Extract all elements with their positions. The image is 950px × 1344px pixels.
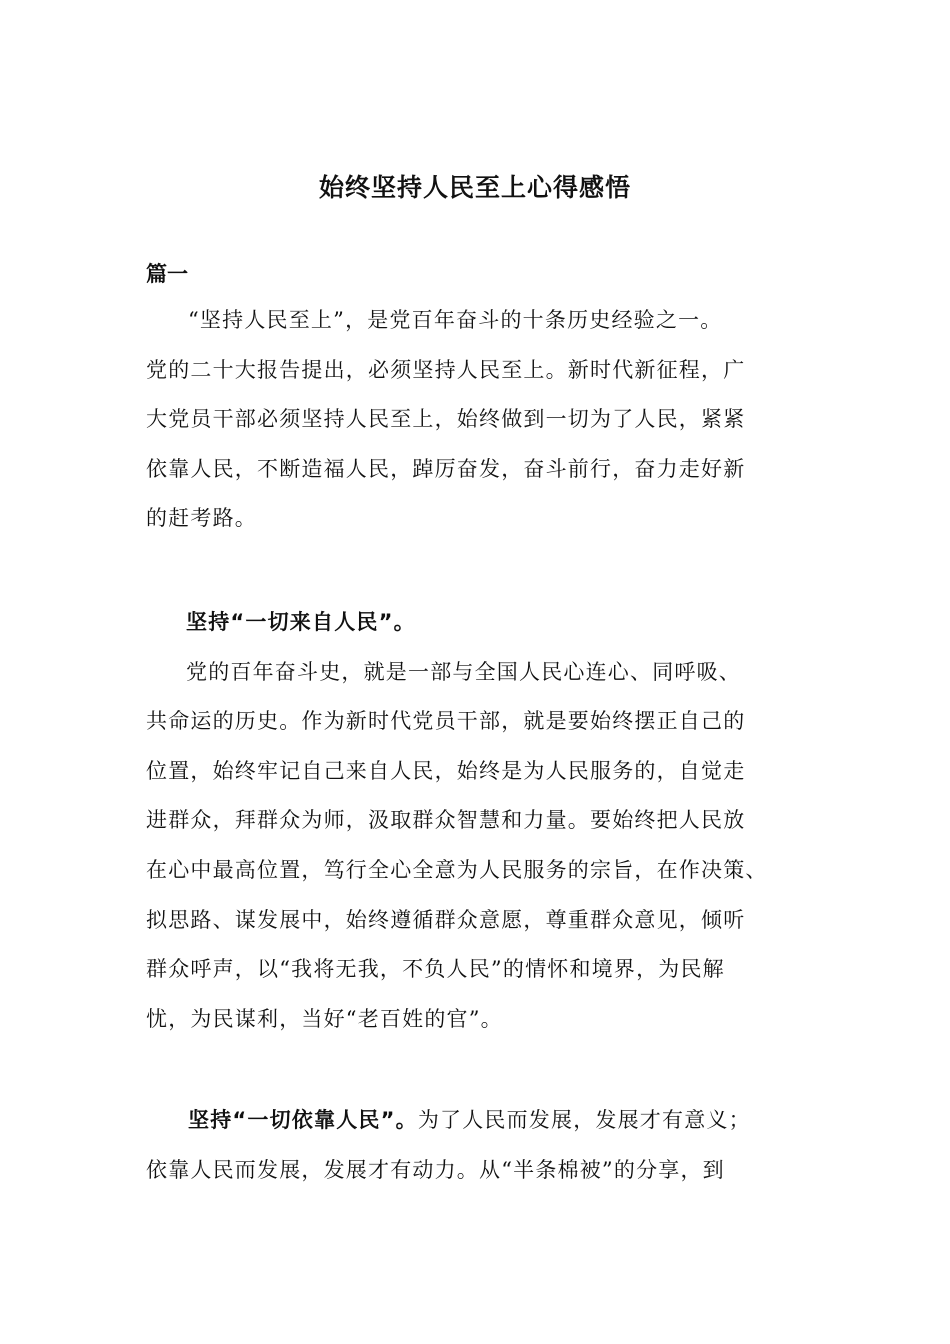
section-label: 篇一 <box>146 262 188 286</box>
section-heading: 坚持“一切来自人民”。 <box>186 610 416 634</box>
paragraph-line: 拟思路、谋发展中，始终遵循群众意愿，尊重群众意见，倾听 <box>146 907 746 932</box>
section-heading: 坚持“一切依靠人民”。 <box>188 1108 418 1132</box>
paragraph-line: 群众呼声，以“我将无我，不负人民”的情怀和境界，为民解 <box>146 957 725 982</box>
paragraph-line: 共命运的历史。作为新时代党员干部，就是要始终摆正自己的 <box>146 709 746 734</box>
paragraph-line: 党的二十大报告提出，必须坚持人民至上。新时代新征程，广 <box>146 357 746 382</box>
section-1 <box>146 598 816 1044</box>
paragraph-line: 依靠人民而发展，发展才有动力。从“半条棉被”的分享，到 <box>146 1157 725 1182</box>
paragraph-line: 大党员干部必须坚持人民至上，始终做到一切为了人民，紧紧 <box>146 407 746 432</box>
paragraph-text: 为了人民而发展，发展才有意义； <box>417 1108 751 1132</box>
paragraph-line: 的赶考路。 <box>146 506 257 531</box>
document-title: 始终坚持人民至上心得感悟 <box>318 173 631 202</box>
paragraph-line: 忧，为民谋利，当好“老百姓的官”。 <box>146 1006 503 1031</box>
paragraph-line: 在心中最高位置，笃行全心全意为人民服务的宗旨，在作决策、 <box>146 857 768 882</box>
paragraph-line: 依靠人民，不断造福人民，踔厉奋发，奋斗前行，奋力走好新 <box>146 456 746 481</box>
paragraph-line: “坚持人民至上”，是党百年奋斗的十条历史经验之一。 <box>188 308 723 332</box>
intro-paragraph <box>146 296 816 544</box>
paragraph-line: 位置，始终牢记自己来自人民，始终是为人民服务的，自觉走 <box>146 758 746 783</box>
section-2 <box>146 1096 816 1195</box>
paragraph-line: 进群众，拜群众为师，汲取群众智慧和力量。要始终把人民放 <box>146 808 746 833</box>
paragraph-line: 党的百年奋斗史，就是一部与全国人民心连心、同呼吸、 <box>186 659 741 684</box>
